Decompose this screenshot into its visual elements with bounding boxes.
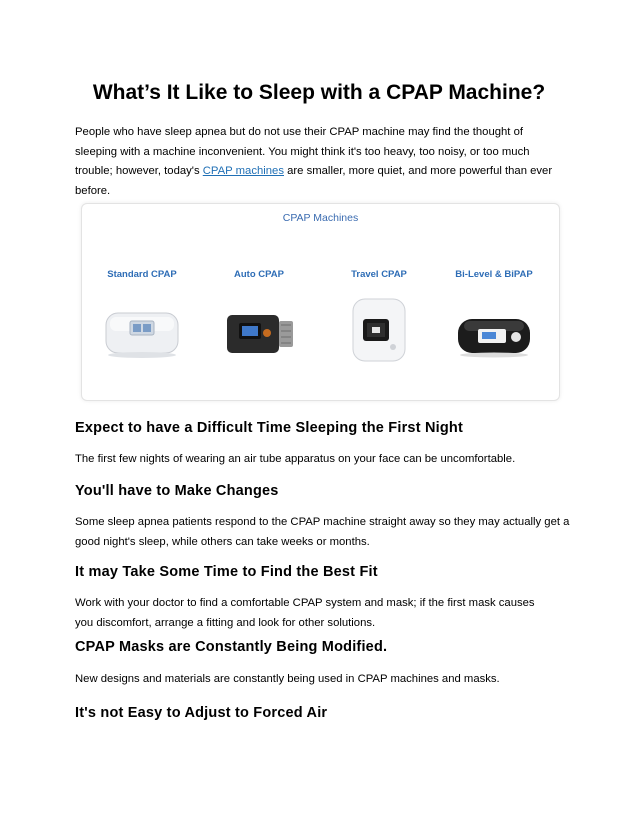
bilevel-bipap-machine-icon (454, 291, 538, 361)
section-heading: Expect to have a Difficult Time Sleeping the First Night (75, 420, 463, 436)
section-heading: It's not Easy to Adjust to Forced Air (75, 705, 328, 721)
machine-label: Standard CPAP (107, 269, 177, 280)
machine-label: Travel CPAP (351, 269, 407, 280)
intro-paragraph (75, 123, 555, 201)
cpap-machines-figure (81, 203, 560, 401)
section-body: Work with your doctor to find a comfortable CPAP system and mask; if the first mask causes you discomfort, arrange a fitting and look for other solutions. (75, 597, 535, 629)
intro-text-after: are smaller, more quiet, and more powerful than ever before. (75, 165, 553, 197)
machine-auto-cpap (209, 269, 309, 369)
auto-cpap-machine-icon (219, 291, 299, 361)
cpap-machines-link[interactable]: CPAP machines (202, 165, 284, 177)
section-heading: CPAP Masks are Constantly Being Modified. (75, 639, 388, 655)
page-title: What’s It Like to Sleep with a CPAP Machine? (92, 81, 546, 104)
machine-label: Auto CPAP (234, 269, 284, 280)
figure-title: CPAP Machines (282, 212, 359, 224)
section-body: The first few nights of wearing an air tube apparatus on your face can be uncomfortable. (75, 453, 516, 465)
machine-bilevel-bipap (444, 269, 544, 369)
section-body: Some sleep apnea patients respond to the CPAP machine straight away so they may actually get a good night's sleep, while others can take weeks or months. (75, 516, 570, 548)
section-heading: You'll have to Make Changes (75, 483, 279, 499)
standard-cpap-machine-icon (102, 291, 182, 361)
travel-cpap-machine-icon (339, 291, 419, 365)
machine-standard-cpap (92, 269, 192, 369)
section-heading: It may Take Some Time to Find the Best Fit (75, 564, 378, 580)
machine-travel-cpap (329, 269, 429, 369)
section-body: New designs and materials are constantly being used in CPAP machines and masks. (75, 673, 500, 685)
intro-text-before: People who have sleep apnea but do not use their CPAP machine may find the thought of sleeping with a machine inconvenient. You might think it's too heavy, too noisy, or too much trouble; however, today's (75, 126, 530, 177)
machine-label: Bi-Level & BiPAP (455, 269, 533, 280)
